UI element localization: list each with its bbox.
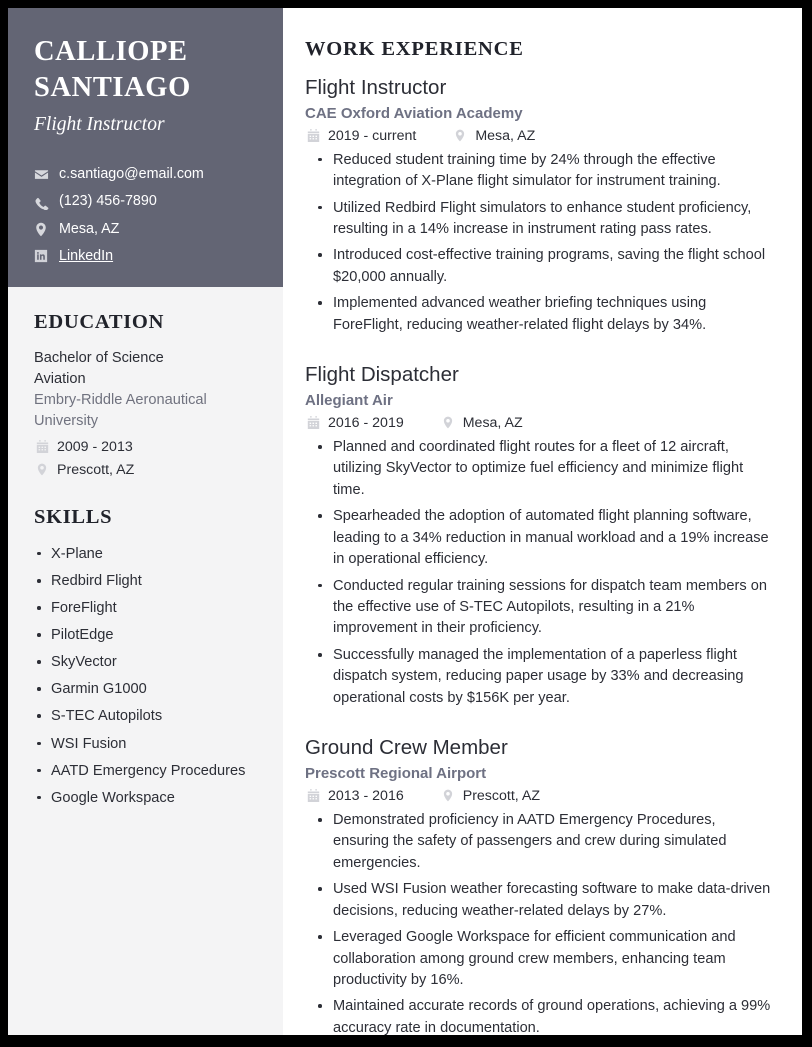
- list-item: X-Plane: [34, 543, 257, 566]
- education-location-row: [34, 462, 257, 478]
- location-pin-icon: [34, 222, 51, 237]
- job-dates-row: [305, 788, 404, 804]
- linkedin-icon: [34, 249, 51, 263]
- job-company: Allegiant Air: [305, 392, 393, 410]
- list-item: Garmin G1000: [34, 678, 257, 701]
- sidebar-header: [8, 8, 283, 287]
- job-meta: [305, 128, 772, 144]
- candidate-first-name: CALLIOPE: [34, 36, 188, 67]
- candidate-name: [34, 34, 257, 107]
- education-location-text: Prescott, AZ: [57, 461, 135, 478]
- phone-icon: [34, 195, 51, 210]
- education-heading: EDUCATION: [34, 310, 165, 333]
- list-item: S-TEC Autopilots: [34, 705, 257, 728]
- location-pin-icon: [440, 416, 456, 429]
- skills-list: [34, 543, 257, 810]
- list-item: Planned and coordinated flight routes for a fleet of 12 aircraft, utilizing SkyVector to optimize fuel efficiency and minimize flight time.: [305, 437, 772, 501]
- sidebar-body: [8, 287, 283, 840]
- job-bullets: [305, 437, 772, 709]
- job-dates-text: 2019 - current: [328, 127, 417, 144]
- education-section: [34, 311, 257, 478]
- calendar-icon: [305, 416, 321, 429]
- education-dates-text: 2009 - 2013: [57, 438, 133, 455]
- calendar-icon: [305, 789, 321, 802]
- job-entry: [305, 735, 772, 1035]
- skills-heading: SKILLS: [34, 505, 113, 528]
- list-item: Leveraged Google Workspace for efficient communication and collaboration among ground crew members, enhancing team productivity by 16%.: [305, 927, 772, 991]
- candidate-job-title: Flight Instructor: [34, 113, 165, 135]
- contact-email-text: c.santiago@email.com: [59, 166, 204, 183]
- job-location-text: Mesa, AZ: [462, 414, 523, 431]
- list-item: Used WSI Fusion weather forecasting software to make data-driven decisions, reducing weather-related delays by 27%.: [305, 879, 772, 922]
- job-dates-row: [305, 128, 416, 144]
- education-degree: Bachelor of Science: [34, 349, 164, 366]
- list-item: PilotEdge: [34, 624, 257, 647]
- list-item: Maintained accurate records of ground operations, achieving a 99% accuracy rate in documentation.: [305, 996, 772, 1035]
- list-item: WSI Fusion: [34, 733, 257, 756]
- calendar-icon: [305, 129, 321, 142]
- location-pin-icon: [440, 789, 456, 802]
- job-role: Flight Instructor: [305, 76, 447, 99]
- job-dates-text: 2016 - 2019: [328, 414, 404, 431]
- job-company: CAE Oxford Aviation Academy: [305, 105, 523, 123]
- list-item: Introduced cost-effective training programs, saving the flight school $20,000 annually.: [305, 245, 772, 288]
- contact-location-text: Mesa, AZ: [59, 220, 120, 237]
- job-location-row: [440, 415, 523, 431]
- list-item: Redbird Flight: [34, 570, 257, 593]
- location-pin-icon: [34, 463, 50, 476]
- job-dates-row: [305, 415, 404, 431]
- list-item: Reduced student training time by 24% through the effective integration of X-Plane flight simulator for instrument training.: [305, 150, 772, 193]
- envelope-icon: [34, 167, 51, 182]
- job-role: Flight Dispatcher: [305, 363, 459, 387]
- job-location-text: Mesa, AZ: [475, 127, 536, 144]
- job-meta: [305, 788, 772, 804]
- contact-item-linkedin[interactable]: [34, 248, 257, 265]
- location-pin-icon: [452, 129, 468, 142]
- job-bullets: [305, 150, 772, 337]
- contact-phone-text: (123) 456-7890: [59, 193, 157, 210]
- list-item: Demonstrated proficiency in AATD Emergency Procedures, ensuring the safety of passengers and crew during simulated emergencies.: [305, 810, 772, 874]
- skills-section: [34, 506, 257, 810]
- list-item: Conducted regular training sessions for dispatch team members on the effective use of S-TEC Autopilots, resulting in a 21% improvement in their proficiency.: [305, 576, 772, 640]
- list-item: Successfully managed the implementation of a paperless flight dispatch system, reducing paper usage by 33% and decreasing operational costs by $156K per year.: [305, 645, 772, 709]
- contact-list: [34, 166, 257, 265]
- education-dates-row: [34, 439, 257, 455]
- main-content: [283, 8, 802, 1035]
- contact-item-email: [34, 166, 257, 183]
- job-dates-text: 2013 - 2016: [328, 787, 404, 804]
- list-item: SkyVector: [34, 651, 257, 674]
- job-entry: [305, 362, 772, 709]
- job-company: Prescott Regional Airport: [305, 765, 487, 783]
- list-item: AATD Emergency Procedures: [34, 760, 257, 783]
- resume-document: [8, 8, 802, 1035]
- job-location-text: Prescott, AZ: [462, 787, 541, 804]
- work-experience-heading: WORK EXPERIENCE: [305, 38, 524, 60]
- job-entry: [305, 75, 772, 336]
- contact-item-phone: [34, 193, 257, 210]
- contact-item-location: [34, 221, 257, 238]
- list-item: Spearheaded the adoption of automated flight planning software, leading to a 34% reduction in manual workload and a 19% increase in operational efficiency.: [305, 506, 772, 570]
- education-school: Embry-Riddle Aeronautical University: [34, 392, 207, 430]
- contact-linkedin-link[interactable]: LinkedIn: [59, 247, 114, 264]
- candidate-last-name: SANTIAGO: [34, 72, 191, 104]
- sidebar: [8, 8, 283, 1035]
- job-location-row: [452, 128, 535, 144]
- job-meta: [305, 415, 772, 431]
- list-item: Implemented advanced weather briefing techniques using ForeFlight, reducing weather-related flight delays by 34%.: [305, 293, 772, 336]
- list-item: Utilized Redbird Flight simulators to enhance student proficiency, resulting in a 14% increase in instrument rating pass rates.: [305, 198, 772, 241]
- job-location-row: [440, 788, 540, 804]
- job-role: Ground Crew Member: [305, 736, 508, 760]
- education-field: Aviation: [34, 370, 86, 387]
- job-bullets: [305, 810, 772, 1035]
- calendar-icon: [34, 440, 50, 453]
- list-item: ForeFlight: [34, 597, 257, 620]
- list-item: Google Workspace: [34, 787, 257, 810]
